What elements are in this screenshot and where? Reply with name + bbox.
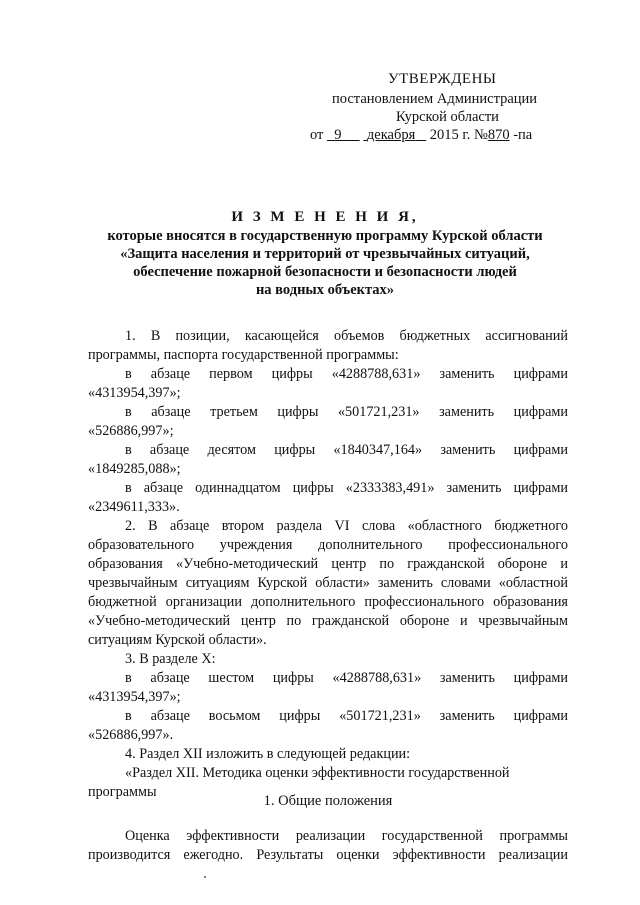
heading-line-4: на водных объектах» <box>255 282 395 298</box>
word: эффективности <box>392 847 486 863</box>
word: абзаце <box>143 480 184 496</box>
word: «областного <box>407 518 482 534</box>
body-line <box>125 441 568 460</box>
word: В <box>150 328 161 344</box>
approval-date-line <box>310 126 532 144</box>
word: обороне <box>497 556 548 572</box>
word: производится <box>88 847 171 863</box>
word: цифрами <box>513 442 568 458</box>
body-line: «2349611,333». <box>88 499 180 515</box>
word: центр <box>240 613 276 629</box>
body-line: «526886,997». <box>88 727 174 743</box>
word: «Учебно-методический <box>176 556 319 572</box>
word: профессионального <box>448 537 568 553</box>
word: цифрами <box>513 404 568 420</box>
word: заменить <box>377 575 433 591</box>
body-line: «Раздел XII. Методика оценки эффективности государственной <box>125 765 510 781</box>
word: чрезвычайным <box>88 575 178 591</box>
body-line: программы, паспорта государственной программы: <box>88 347 399 363</box>
word: учреждения <box>219 537 293 553</box>
body-line <box>88 574 568 593</box>
word: цифрами <box>513 480 568 496</box>
scan-speck <box>204 876 206 878</box>
date-month-value: декабря <box>366 127 416 143</box>
word: образования <box>493 594 568 610</box>
word: заменить <box>440 442 496 458</box>
word: цифрами <box>513 366 568 382</box>
word: образовательного <box>88 537 195 553</box>
word: цифры <box>292 480 334 496</box>
heading-line-2: «Защита населения и территорий от чрезвычайных ситуаций, <box>120 246 530 262</box>
word: восьмом <box>208 708 261 724</box>
word: В <box>148 518 158 534</box>
body-line <box>88 593 568 612</box>
word: заменить <box>439 404 495 420</box>
section-title: 1. Общие положения <box>263 793 393 809</box>
word: в <box>125 708 132 724</box>
word: абзаце <box>150 670 190 686</box>
body-line <box>88 555 568 574</box>
word: «областной <box>498 575 568 591</box>
word: шестом <box>208 670 255 686</box>
word: первом <box>209 366 253 382</box>
body-line <box>88 846 568 865</box>
body-line <box>88 612 568 631</box>
document-heading: И З М Е Н Е Н И Я, <box>231 209 419 225</box>
body-line: 3. В разделе X: <box>125 651 216 667</box>
word: «501721,231» <box>337 404 420 420</box>
word: объемов <box>334 328 385 344</box>
word: дополнительного <box>250 594 356 610</box>
word: раздела <box>276 518 323 534</box>
word: десятом <box>207 442 256 458</box>
word: гражданской <box>407 556 485 572</box>
word: «4288788,631» <box>332 670 422 686</box>
word: слова <box>361 518 396 534</box>
word: цифрами <box>513 708 568 724</box>
word: эффективности <box>186 828 280 844</box>
body-line: «1849285,088»; <box>88 461 181 477</box>
word: реализации <box>498 847 568 863</box>
word: чрезвычайным <box>478 613 568 629</box>
body-line <box>125 327 568 346</box>
body-line <box>125 827 568 846</box>
date-prefix: от <box>310 127 324 143</box>
approval-line-2: Курской области <box>396 109 499 125</box>
word: абзаце <box>151 404 191 420</box>
word: в <box>125 404 132 420</box>
word: 1. <box>125 328 136 344</box>
approval-title: УТВЕРЖДЕНЫ <box>388 71 497 87</box>
body-line <box>125 517 568 536</box>
word: VI <box>334 518 350 534</box>
word: бюджетных <box>399 328 471 344</box>
word: цифры <box>272 670 314 686</box>
word: цифры <box>274 442 316 458</box>
word: в <box>125 366 132 382</box>
word: реализации <box>295 828 366 844</box>
word: «4288788,631» <box>331 366 421 382</box>
word: «2333383,491» <box>345 480 435 496</box>
word: ситуациям <box>185 575 250 591</box>
word: дополнительного <box>318 537 423 553</box>
date-year: 2015 г. № <box>429 127 488 143</box>
word: и <box>560 556 568 572</box>
decree-number: 870 <box>487 127 510 143</box>
word: программы <box>499 828 568 844</box>
date-day <box>327 127 360 143</box>
word: Результаты <box>256 847 324 863</box>
word: бюджетной <box>88 594 157 610</box>
word: абзаце <box>169 518 210 534</box>
word: цифры <box>277 404 319 420</box>
body-line: ситуациям Курской области». <box>88 632 267 648</box>
decree-suffix: -па <box>513 127 533 143</box>
body-line: «526886,997»; <box>88 423 174 439</box>
word: образования <box>88 556 163 572</box>
word: центр <box>331 556 367 572</box>
word: абзаце <box>150 366 191 382</box>
word: обороне <box>399 613 450 629</box>
word: по <box>379 556 395 572</box>
word: «Учебно-методический <box>88 613 231 629</box>
word: касающейся <box>244 328 319 344</box>
word: государственной <box>381 828 483 844</box>
word: цифры <box>279 708 321 724</box>
word: заменить <box>439 670 495 686</box>
word: в <box>125 670 132 686</box>
body-line: 4. Раздел XII изложить в следующей редакции: <box>125 746 411 762</box>
word: цифрами <box>513 670 568 686</box>
word: оценки <box>336 847 380 863</box>
heading-line-1: которые вносятся в государственную программу Курской области <box>107 228 543 244</box>
approval-line-1: постановлением Администрации <box>332 91 538 107</box>
word: Оценка <box>125 828 170 844</box>
word: заменить <box>439 366 495 382</box>
date-day-value: 9 <box>334 127 342 143</box>
body-line <box>125 669 568 688</box>
heading-line-3: обеспечение пожарной безопасности и безопасности людей <box>133 264 517 280</box>
body-line: «4313954,397»; <box>88 385 181 401</box>
word: «1840347,164» <box>333 442 423 458</box>
word: в <box>125 442 132 458</box>
word: «501721,231» <box>339 708 421 724</box>
word: организации <box>165 594 242 610</box>
body-line: «4313954,397»; <box>88 689 181 705</box>
body-line <box>125 403 568 422</box>
word: позиции, <box>175 328 230 344</box>
body-line <box>125 365 568 384</box>
word: абзаце <box>150 708 190 724</box>
body-line <box>88 536 568 555</box>
word: словами <box>440 575 491 591</box>
date-month <box>363 127 426 143</box>
word: заменить <box>439 708 495 724</box>
word: области» <box>315 575 370 591</box>
word: заменить <box>446 480 502 496</box>
word: Курской <box>257 575 308 591</box>
body-line: программы <box>88 784 157 800</box>
body-line <box>125 479 568 498</box>
word: и <box>460 613 468 629</box>
word: бюджетного <box>494 518 568 534</box>
word: ежегодно. <box>183 847 244 863</box>
word: ассигнований <box>485 328 568 344</box>
word: профессионального <box>364 594 485 610</box>
word: абзаце <box>149 442 190 458</box>
word: 2. <box>125 518 136 534</box>
word: в <box>125 480 132 496</box>
word: третьем <box>210 404 258 420</box>
word: одиннадцатом <box>195 480 281 496</box>
word: гражданской <box>311 613 390 629</box>
word: по <box>286 613 302 629</box>
word: цифры <box>271 366 313 382</box>
word: втором <box>221 518 265 534</box>
body-line <box>125 707 568 726</box>
